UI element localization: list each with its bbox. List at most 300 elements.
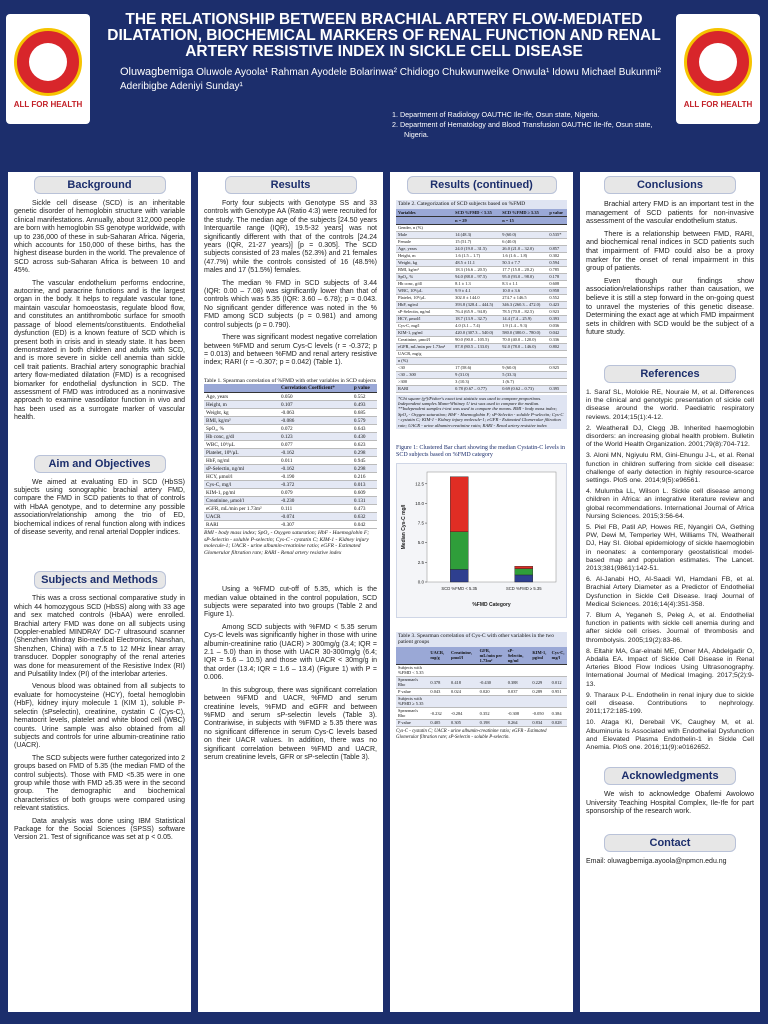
table-cell: 0.229 bbox=[530, 676, 549, 688]
reference-item: 4. Mulumba LL, Wilson L. Sickle cell disease among children in Africa: an integrative literature review and global recommendations. International Journal of Africa Nursing Sciences. 2015;3:56-64. bbox=[586, 488, 754, 520]
reference-item: 2. Weatherall DJ, Clegg JB. Inherited haemoglobin disorders: an increasing global health problem. Bulletin of the World Health Organization. 2001;79(8):704-712. bbox=[586, 424, 754, 449]
reference-item: 9. Tharaux P-L. Endothelin in renal injury due to sickle cell disease. Contributions to nephrology. 2011;172:185-199. bbox=[586, 691, 754, 716]
table-cell bbox=[453, 350, 500, 357]
y-tick-label: 2.5 bbox=[417, 559, 424, 565]
table-cell: 0.042 bbox=[352, 521, 377, 529]
table-row bbox=[396, 273, 567, 280]
table-cell bbox=[530, 664, 549, 676]
figure-1-caption: Figure 1: Clustered Bar chart showing the median Cystatin-C levels in SCD subjects based on %FMD category bbox=[396, 444, 565, 458]
table-row bbox=[396, 719, 567, 726]
acknowledgments-text: We wish to acknowledge Obafemi Awolowo University Teaching Hospital Complex, Ile-Ife for part sponsorship of the research work. bbox=[586, 791, 754, 816]
reference-item: 1. Saraf SL, Molokie RE, Nouraie M, et al. Differences in the clinical and genotypic presentation of sickle cell disease around the world. Paediatric respiratory reviews. 2014;15(1):4-12. bbox=[586, 388, 754, 421]
results-text bbox=[204, 200, 377, 368]
table-row bbox=[204, 457, 377, 465]
table-cell: 0.608 bbox=[547, 280, 567, 287]
table-cell: 8.3 ± 1.1 bbox=[500, 280, 547, 287]
table-cell bbox=[428, 664, 449, 676]
table-cell: Weight, kg bbox=[396, 259, 453, 266]
table-cell: HCY, μmol/l bbox=[204, 473, 279, 481]
table-cell: n (%) bbox=[396, 357, 453, 364]
table-cell: 17.7 (15.8 – 20.2) bbox=[500, 266, 547, 273]
table-cell: 9.9 ± 4.1 bbox=[453, 287, 500, 294]
table-cell bbox=[547, 350, 567, 357]
table-cell: 1 (6.7) bbox=[500, 378, 547, 385]
bar-segment bbox=[450, 569, 468, 582]
bar-chart bbox=[397, 464, 566, 612]
table-row bbox=[396, 245, 567, 252]
section-title-conclusions: Conclusions bbox=[604, 176, 736, 194]
table-cell: 0.072 bbox=[279, 425, 352, 433]
table-cell: 18.3 (16.6 – 20.5) bbox=[453, 266, 500, 273]
table-1-footnote: BMI - body mass index; SpO₂ - Oxygen saturation; HbF - Haemoglobin F; sP-Selectin - soluble P-selectin; Cys-C - cystatin C; KIM-1 - Kidney injury molecule-1; UACR - urine albumin-creatinine ratio; eGFR - Estimated Glomerular filtration rate; RARI - Renal artery resistive index bbox=[204, 530, 370, 556]
table-cell bbox=[453, 357, 500, 364]
table-cell: sP-Selectin, ng/ml bbox=[396, 308, 453, 315]
table-cell: 0.289 bbox=[530, 688, 549, 695]
table-cell: 0.024 bbox=[449, 688, 478, 695]
table-cell bbox=[547, 224, 567, 231]
table-1 bbox=[204, 384, 377, 529]
paragraph: We aimed at evaluating ED in SCD (HbSS) subjects using sonographic brachial artery FMD, compare the FMD in SCD patients to that of controls with HbAA genotype, and to determine any possible association/relationship among the trio of ED, biochemical indices of renal function along with indices of disease severity, and renal arterial Doppler indices. bbox=[14, 478, 185, 536]
reference-item: 5. Piel FB, Patil AP, Howes RE, Nyangiri OA, Gething PW, Dewi M, Temperley WH, Williams TN, Weatherall DJ, Hay SI. Global epidemiology of sickle haemoglobin in neonates: a contemporary geostatistical model-based map and population estimates. The Lancet. 2013;381(9861):142-51. bbox=[586, 523, 754, 572]
table-cell: 8.1 ± 1.3 bbox=[453, 280, 500, 287]
table-cell: 92.0 (78.0 – 146.0) bbox=[500, 343, 547, 350]
table-2-caption: Table 2. Categorization of SCD subjects based on %FMD bbox=[396, 200, 567, 209]
seal-icon bbox=[14, 28, 82, 96]
table-cell: Weight, kg bbox=[204, 409, 279, 417]
table-cell: 0.077 bbox=[279, 441, 352, 449]
table-cell: 0.552 bbox=[547, 294, 567, 301]
table-cell: 0.405 bbox=[428, 719, 449, 726]
table-cell: -0.190 bbox=[279, 473, 352, 481]
table-cell: 420.0 (307.3 – 540.0) bbox=[453, 329, 500, 336]
table-3-caption: Table 3. Spearman correlation of Cys-C with other variables in the two patient groups bbox=[396, 632, 567, 647]
section-title-background: Background bbox=[34, 176, 166, 194]
table-row bbox=[396, 695, 567, 707]
section-title-results: Results bbox=[225, 176, 357, 194]
table-cell: 5 (33.3) bbox=[500, 371, 547, 378]
author-names: Oluwole Ayoola¹ Rahman Ayodele Bolarinwa² Chidiogo Chukwunweike Onwula¹ Idowu Michael Bukunmi² Aderibigbe Adeniyi Sunday¹ bbox=[120, 67, 662, 92]
table-cell bbox=[449, 664, 478, 676]
table-row bbox=[204, 465, 377, 473]
table-cell: 9 (60.0) bbox=[500, 364, 547, 371]
table-cell bbox=[547, 238, 567, 245]
table-cell bbox=[550, 664, 567, 676]
bar-segment bbox=[515, 566, 533, 568]
table-row bbox=[396, 315, 567, 322]
table-row bbox=[396, 301, 567, 308]
table-cell: 0.336 bbox=[547, 336, 567, 343]
x-tick-label: SCD %FMD ≥ 5.35 bbox=[505, 585, 542, 591]
table-row bbox=[204, 497, 377, 505]
table-row bbox=[204, 409, 377, 417]
paragraph: The vascular endothelium performs endocrine, autocrine, and paracrine functions and is the largest organ in the body. It helps to regulate vascular tone, maintain vascular homoeostasis, regulate blood flow, and constitutes an antithrombotic surface for smooth passage of blood elements/constituents. Endothelial dysfunction (ED) is a known feature of SCD which is present both in crisis and in steady state. It has been demonstrated in both children and adults with SCD, and is more severe in sickle cell anemia than sickle cell trait patients. Brachial artery sonographic brachial artery flow-mediated dilatation (FMD) is a recognised biomarker for endothelial dysfunction in SCD. The assessment of FMD was introduced as a noninvasive approach to examine vasodilator function in vivo and has been used as a surrogate marker of vascular health. bbox=[14, 279, 185, 422]
table-cell: BMI, kg/m² bbox=[396, 266, 453, 273]
table-cell: <30 bbox=[396, 364, 453, 371]
table-cell: HCY, μmol/l bbox=[396, 315, 453, 322]
table-cell: 0.036 bbox=[547, 322, 567, 329]
table-cell: 1.6 (1.5 – 1.7) bbox=[453, 252, 500, 259]
section-title-references: References bbox=[604, 365, 736, 383]
results-text-2 bbox=[204, 586, 377, 762]
section-title-methods: Subjects and Methods bbox=[34, 571, 166, 589]
table-cell: 0.107 bbox=[279, 401, 352, 409]
table-cell: 0.123 bbox=[279, 433, 352, 441]
table-cell: 0.393 bbox=[547, 315, 567, 322]
table-cell: 0.69 (0.62 – 0.73) bbox=[500, 385, 547, 392]
table-row bbox=[204, 481, 377, 489]
table-row bbox=[204, 417, 377, 425]
table-row bbox=[396, 231, 567, 238]
table-row bbox=[396, 707, 567, 719]
table-row bbox=[204, 489, 377, 497]
table-cell: 10.0 ± 3.6 bbox=[500, 287, 547, 294]
y-axis-label: Median Cys-C mg/l bbox=[401, 504, 407, 550]
y-tick-label: 7.5 bbox=[417, 520, 424, 526]
paragraph: The median % FMD in SCD subjects of 3.44 (IQR: 0.00 – 7.08) was significantly lower than that of controls which was 5.35 (IQR: 3.60 – 6.78); p = 0.043. No significant gender difference was noted in the % FMD among SCD subjects (p = 0.981) and among control subjects (p = 0.790). bbox=[204, 279, 377, 329]
table-cell: WBC, 10⁹/μL bbox=[396, 287, 453, 294]
table-header-cell: GFR, mL/min per 1.73m² bbox=[478, 647, 506, 665]
table-cell: Creatinine, μmol/l bbox=[396, 336, 453, 343]
table-cell: Age, years bbox=[396, 245, 453, 252]
table-header-cell: Correlation Coefficient* bbox=[279, 384, 352, 393]
table-row bbox=[396, 385, 567, 392]
table-cell: 0.352 bbox=[478, 707, 506, 719]
table-cell: 0.298 bbox=[352, 449, 377, 457]
paragraph: Using a %FMD cut-off of 5.35, which is the median value obtained in the control population, SCD subjects were separated into two groups (Table 2 and Figure 1). bbox=[204, 586, 377, 619]
table-cell: Subjects with %FMD < 5.35 bbox=[396, 664, 428, 676]
table-cell: -0.372 bbox=[279, 481, 352, 489]
author-lead: Oluwagbemiga bbox=[120, 66, 194, 78]
table-cell bbox=[449, 695, 478, 707]
table-cell: 3 (10.3) bbox=[453, 378, 500, 385]
table-row bbox=[396, 357, 567, 364]
table-cell: 0.011 bbox=[279, 457, 352, 465]
paragraph: Venous blood was obtained from all subjects to evaluate for homocysteine (HCY), foetal hemoglobin (HbF), kidney injury molecule 1 (KIM 1), soluble P-selectin (sPselectin), creatinine, cystatin C (Cys-C), hematocrit levels, platelet and white blood cell (WBC) counts. Urine sample was also obtained from all subjects and controls for urine albumin-creatinine ratio (UACR). bbox=[14, 683, 185, 750]
table-cell: 0.925 bbox=[547, 364, 567, 371]
table-cell: 0.298 bbox=[352, 465, 377, 473]
table-cell: 0.388 bbox=[506, 676, 531, 688]
table-header-cell: p value bbox=[547, 209, 567, 217]
table-cell: 14 (48.3) bbox=[453, 231, 500, 238]
table-cell: 0.834 bbox=[530, 719, 549, 726]
table-cell bbox=[530, 695, 549, 707]
table-cell: 0.079 bbox=[279, 489, 352, 497]
bar-segment bbox=[450, 477, 468, 532]
y-tick-label: 12.5 bbox=[415, 481, 424, 487]
table-cell: 0.043 bbox=[428, 688, 449, 695]
table-cell: 94.0 (88.0 – 97.5) bbox=[453, 273, 500, 280]
table-cell: -0.430 bbox=[478, 676, 506, 688]
table-cell: 0.423 bbox=[547, 301, 567, 308]
table-cell: -0.284 bbox=[449, 707, 478, 719]
table-cell: 26.0 (21.0 – 32.0) bbox=[500, 245, 547, 252]
affiliation-item: 2. Department of Hematology and Blood Transfusion OAUTHC Ile-Ife, Osun state, Nigeria. bbox=[392, 120, 653, 139]
table-header-cell bbox=[396, 647, 428, 665]
table-cell: 0.013 bbox=[352, 481, 377, 489]
table-cell: 393.8 (328.4 – 444.5) bbox=[453, 301, 500, 308]
column-2 bbox=[198, 172, 383, 1012]
paragraph: Even though our findings show association/relationships rather than causation, we believe it is still a step forward in the on-going quest to unravel the mysteries of this genetic disease. Determining the exact age at which FMD impairment sets in children with SCD would be the subject of a future study. bbox=[586, 275, 754, 337]
table-cell: RARI bbox=[204, 521, 279, 529]
table-cell: HbF, ng/ml bbox=[396, 301, 453, 308]
table-cell: Subjects with %FMD ≥ 5.35 bbox=[396, 695, 428, 707]
table-header-cell: UACR, mg/g bbox=[428, 647, 449, 665]
table-cell: SpO₂, % bbox=[204, 425, 279, 433]
table-cell: 9 (31.0) bbox=[453, 371, 500, 378]
table-cell: 1.9 (1.4 – 9.3) bbox=[500, 322, 547, 329]
paragraph: Sickle cell disease (SCD) is an inheritable genetic disorder of hemoglobin structure with variable clinical manifestations. Annually, about 312,000 people are born with hemoglobin SS genotype worldwide, with up to 236,000 of these in sub-Saharan Africa. Nigeria, which accounts for 150,000 of these births, has the highest disease burden in the world. The prevalence of SCD across sub-Saharan Africa is between 10 and 45%. bbox=[14, 200, 185, 275]
table-cell: Height, m bbox=[396, 252, 453, 259]
section-title-acknowledgments: Acknowledgments bbox=[604, 767, 736, 785]
table-cell: 0.430 bbox=[352, 433, 377, 441]
x-axis-label: %FMD Category bbox=[472, 601, 511, 608]
column-3 bbox=[390, 172, 573, 1012]
paragraph: Data analysis was done using IBM Statistical Package for the Social Sciences (SPSS) software Version 21. Test of significance was set at p < 0.05. bbox=[14, 817, 185, 842]
table-row bbox=[204, 521, 377, 529]
table-cell bbox=[478, 664, 506, 676]
table-cell: -0.230 bbox=[279, 497, 352, 505]
methods-text bbox=[14, 595, 185, 842]
table-cell: Height, m bbox=[204, 401, 279, 409]
table-cell: Platelet, 10⁹/μL bbox=[204, 449, 279, 457]
table-cell bbox=[547, 357, 567, 364]
reference-item: 8. Eltahir MA, Gar-elnabi ME, Omer MA, Abdelgadir O, Abdalla EA. Impact of Sickle Cell Disease in Renal Arteries Blood Flow Indices Using Ultrasonography. International Journal of Medical Imaging. 2017;5(2):9-13. bbox=[586, 647, 754, 688]
table-cell: 0.958 bbox=[547, 287, 567, 294]
table-cell bbox=[506, 664, 531, 676]
table-row bbox=[396, 371, 567, 378]
table-cell: 76.4 (65.9 – 94.8) bbox=[453, 308, 500, 315]
aims-text bbox=[14, 479, 185, 538]
table-cell: >300 bbox=[396, 378, 453, 385]
contact-email[interactable]: Email: oluwagbemiga.ayoola@npmcn.edu.ng bbox=[586, 858, 727, 866]
table-cell: 0.643 bbox=[352, 425, 377, 433]
table-cell: 15 (51.7) bbox=[453, 238, 500, 245]
column-4 bbox=[580, 172, 760, 1012]
paragraph: In this subgroup, there was significant correlation between %FMD and UACR, %FMD and serum creatinine levels, %FMD and eGFR and between %FMD and serum sP-selectin levels (Table 3). Contrariwise, in subjects with %FMD ≥ 5.35 there was no significant difference in serum Cys-C levels based on their UACR values. In addition, there was no significant correlation between %FMD and UACR, serum creatinine levels, GFR or sP-selectin (Table 3). bbox=[204, 686, 377, 761]
table-3-footnote: Cys-C - cystatin C; UACR - urine albumin-creatinine ratio; eGFR - Estimated Glomerular filtration rate; sP-Selectin - soluble P-selectin. bbox=[396, 728, 547, 741]
table-cell: 4.0 (3.1 – 7.4) bbox=[453, 322, 500, 329]
table-row bbox=[204, 393, 377, 401]
left-logo bbox=[6, 14, 90, 124]
table-cell: 17 (58.6) bbox=[453, 364, 500, 371]
table-2 bbox=[396, 209, 567, 393]
table-row bbox=[396, 336, 567, 343]
table-cell: KIM-1, pg/ml bbox=[204, 489, 279, 497]
figure-1 bbox=[396, 463, 567, 618]
table-cell: 346.3 (260.3 – 472.0) bbox=[500, 301, 547, 308]
table-cell: BMI, kg/m² bbox=[204, 417, 279, 425]
table-row bbox=[204, 513, 377, 521]
table-cell: 18.7 (13.9 – 32.7) bbox=[453, 315, 500, 322]
table-cell: 0.685 bbox=[352, 409, 377, 417]
table-cell: Male bbox=[396, 231, 453, 238]
table-cell: 0.264 bbox=[506, 719, 531, 726]
table-row bbox=[204, 505, 377, 513]
seal-icon bbox=[684, 28, 752, 96]
table-cell bbox=[500, 350, 547, 357]
section-title-results-continued: Results (continued) bbox=[407, 176, 557, 194]
table-cell: WBC, 10⁹/μL bbox=[204, 441, 279, 449]
table-cell: KIM-1, pg/ml bbox=[396, 329, 453, 336]
table-cell: Cys-C, mg/l bbox=[396, 322, 453, 329]
reference-item: 3. Aloni MN, Ngiyulu RM, Gini-Ehungu J-L, et al. Renal function in children suffering from sickle cell disease: challenge of early detection in highly resource-scarce settings. PloS one. 2014;9(5):e96561. bbox=[586, 452, 754, 484]
section-title-contact: Contact bbox=[604, 834, 736, 852]
table-cell: Female bbox=[396, 238, 453, 245]
table-cell: 0.951 bbox=[550, 688, 567, 695]
table-header-cell: sP-Selectin, ng/ml bbox=[506, 647, 531, 665]
right-logo bbox=[676, 14, 760, 124]
table-cell: Hb conc, g/dl bbox=[204, 433, 279, 441]
table-cell: 0.594 bbox=[547, 259, 567, 266]
affiliation-list bbox=[392, 110, 672, 140]
x-tick-label: SCD %FMD < 5.35 bbox=[441, 585, 478, 591]
table-cell: 95.0 (93.0 – 98.0) bbox=[500, 273, 547, 280]
bar-segment bbox=[515, 575, 533, 582]
table-row bbox=[396, 350, 567, 357]
table-cell: -0.050 bbox=[530, 707, 549, 719]
table-cell: 0.945 bbox=[352, 457, 377, 465]
reference-list bbox=[586, 389, 754, 752]
table-cell: 580.0 (380.0 – 780.0) bbox=[500, 329, 547, 336]
table-cell: 0.395 bbox=[547, 385, 567, 392]
paragraph: Among SCD subjects with %FMD < 5.35 serum Cys-C levels was significantly higher in those with urine albumin-creatinine ratio (UACR) > 300mg/g (3.4; IQR = 2.1 – 5.0) than in those with UACR 30-300mg/g (6.4; IQR = 5.6 – 10.5) and those with UACR < 30mg/g in that order (13.4; IQR = 1.6 – 13.4) (Figure 1) with P = 0.006. bbox=[204, 623, 377, 682]
seal-center-icon bbox=[29, 43, 67, 81]
table-row bbox=[396, 378, 567, 385]
table-row bbox=[396, 664, 567, 676]
table-cell: 0.302 bbox=[547, 252, 567, 259]
table-row bbox=[204, 441, 377, 449]
table-row bbox=[396, 287, 567, 294]
poster-header bbox=[0, 0, 768, 150]
logo-text: ALL FOR HEALTH bbox=[683, 100, 753, 109]
table-cell: 0.378 bbox=[428, 676, 449, 688]
table-cell: 6 (40.0) bbox=[500, 238, 547, 245]
table-cell: <30 – 300 bbox=[396, 371, 453, 378]
table-header-cell: Cys-C, mg/l bbox=[550, 647, 567, 665]
table-cell: Hb conc, g/dl bbox=[396, 280, 453, 287]
table-header-cell: p value bbox=[352, 384, 377, 393]
table-cell: 0.923 bbox=[547, 308, 567, 315]
table-cell: 0.012 bbox=[550, 676, 567, 688]
table-cell bbox=[428, 695, 449, 707]
table-cell: -0.162 bbox=[279, 465, 352, 473]
table-cell bbox=[478, 695, 506, 707]
table-cell: 0.384 bbox=[550, 707, 567, 719]
table-row bbox=[396, 676, 567, 688]
table-cell: 24.0 (19.0 – 31.5) bbox=[453, 245, 500, 252]
table-cell: UACR, mg/g bbox=[396, 350, 453, 357]
table-cell: -0.162 bbox=[279, 449, 352, 457]
table-cell: 0.473 bbox=[352, 505, 377, 513]
table-cell bbox=[500, 357, 547, 364]
table-cell: Platelet, 10⁹/μL bbox=[396, 294, 453, 301]
table-row bbox=[204, 401, 377, 409]
table-header-cell bbox=[204, 384, 279, 393]
table-cell: Spearman's Rho bbox=[396, 707, 428, 719]
table-cell: Gender, n (%) bbox=[396, 224, 453, 231]
paragraph: Forty four subjects with Genotype SS and 33 controls with Genotype AA (Ratio 4:3) were recruited for the study. The median age of the subjects [24.50 years Interquartile range (IQR), 19.5-32 years] was not significantly different with that of the controls [24.24 years (IQR, 21-27 years)] [p = 0.305]. The SCD subjects consisted of 23 males (52.3%) and 21 females (47.7%) while the controls consisted of 16 (48.5%) males and 17 (51.5%) females. bbox=[204, 200, 377, 275]
table-cell: 0.552 bbox=[352, 393, 377, 401]
table-cell: 9 (60.0) bbox=[500, 231, 547, 238]
table-cell: 0.632 bbox=[352, 513, 377, 521]
table-cell: -0.074 bbox=[279, 513, 352, 521]
reference-item: 6. Al-Janabi HO, Al-Saadi WI, Hamdani FB, et al. Brachial Artery Diameter as a Predictor of Endothelial Dysfunction in Sickle Cell Disease. Iraqi Journal of Medical Sciences. 2016;14(4):351-358. bbox=[586, 576, 754, 608]
table-row bbox=[396, 294, 567, 301]
table-cell bbox=[550, 695, 567, 707]
table-cell: 1.6 (1.6 – 1.8) bbox=[500, 252, 547, 259]
affiliation-item: 1. Department of Radiology OAUTHC Ile-Ife, Osun state, Nigeria. bbox=[392, 110, 600, 119]
table-row bbox=[396, 280, 567, 287]
table-cell: Spearman's Rho bbox=[396, 676, 428, 688]
table-cell: -0.086 bbox=[279, 417, 352, 425]
bar-segment bbox=[515, 569, 533, 575]
plot-area bbox=[427, 472, 556, 582]
table-cell: 78.5 (70.8 – 82.5) bbox=[500, 308, 547, 315]
y-tick-label: 0.0 bbox=[417, 579, 424, 585]
table-cell bbox=[547, 378, 567, 385]
table-cell: Cys-C, mg/l bbox=[204, 481, 279, 489]
table-cell: -0.063 bbox=[279, 409, 352, 417]
table-row bbox=[396, 266, 567, 273]
table-cell: 0.78 (0.67 – 0.77) bbox=[453, 385, 500, 392]
table-cell: 14.4 (7.4 – 25.9) bbox=[500, 315, 547, 322]
table-3 bbox=[396, 647, 567, 727]
table-row bbox=[204, 449, 377, 457]
table-cell: 302.0 ± 144.0 bbox=[453, 294, 500, 301]
table-cell: 0.305 bbox=[449, 719, 478, 726]
table-header-cell bbox=[547, 216, 567, 224]
bar-segment bbox=[450, 532, 468, 570]
table-cell: 0.131 bbox=[352, 497, 377, 505]
table-header-cell bbox=[396, 216, 453, 224]
table-cell: Age, years bbox=[204, 393, 279, 401]
table-row bbox=[396, 343, 567, 350]
table-row bbox=[396, 688, 567, 695]
table-cell: eGFR, mL/min per 1.73m² bbox=[396, 343, 453, 350]
table-cell: 0.418 bbox=[449, 676, 478, 688]
paragraph: There is a relationship between FMD, RARI, and biochemical renal indices in SCD patients such that impairment of FMD could also be a proxy marker for the onset of renal impairment in this group of patients. bbox=[586, 228, 754, 273]
table-cell: 0.785 bbox=[547, 266, 567, 273]
table-cell bbox=[500, 224, 547, 231]
paragraph: Brachial artery FMD is an important test in the management of SCD patients for non-invasive assessment of the vascular endothelium status. bbox=[586, 199, 754, 226]
table-cell: SpO₂, % bbox=[396, 273, 453, 280]
table-cell: 0.216 bbox=[352, 473, 377, 481]
table-cell: 0.042 bbox=[547, 329, 567, 336]
table-1-caption: Table 1. Spearman correlation of %FMD with other variables in SCD subjects bbox=[204, 377, 376, 384]
table-header-cell: n = 29 bbox=[453, 216, 500, 224]
table-header-cell: Variables bbox=[396, 209, 453, 217]
table-cell bbox=[506, 695, 531, 707]
table-cell: UACR bbox=[204, 513, 279, 521]
table-row bbox=[396, 364, 567, 371]
table-row bbox=[204, 473, 377, 481]
table-cell: 0.028 bbox=[550, 719, 567, 726]
table-cell: RARI bbox=[396, 385, 453, 392]
section-title-aims: Aim and Objectives bbox=[34, 455, 166, 473]
table-cell: 50.3 ± 7.7 bbox=[500, 259, 547, 266]
table-cell: 0.178 bbox=[547, 273, 567, 280]
author-list bbox=[120, 65, 672, 94]
table-row bbox=[396, 238, 567, 245]
table-cell: HbF, ng/ml bbox=[204, 457, 279, 465]
table-cell: 70.0 (40.0 – 120.0) bbox=[500, 336, 547, 343]
table-row bbox=[396, 322, 567, 329]
y-tick-label: 5.0 bbox=[417, 540, 424, 546]
table-cell: sP-Selectin, ng/ml bbox=[204, 465, 279, 473]
table-cell: eGFR, mL/min per 1.73m² bbox=[204, 505, 279, 513]
table-cell bbox=[453, 224, 500, 231]
y-tick-label: 10.0 bbox=[415, 500, 424, 506]
